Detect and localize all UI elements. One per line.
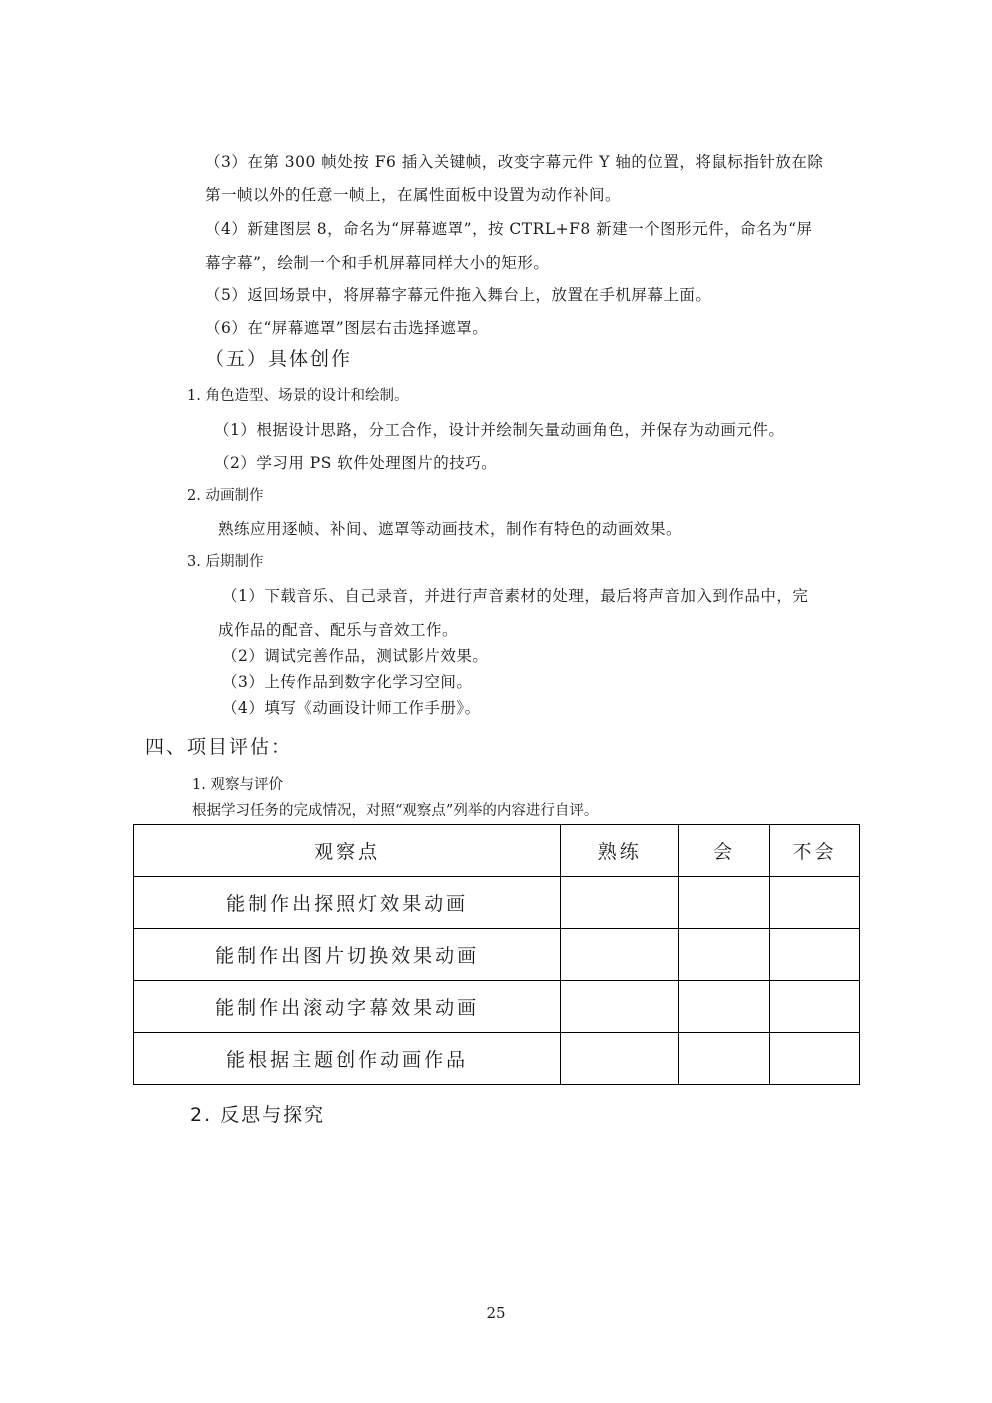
row-observation: 能制作出探照灯效果动画	[134, 877, 561, 929]
cannot-cell[interactable]	[770, 1033, 860, 1085]
eval-intro: 根据学习任务的完成情况，对照“观察点”列举的内容进行自评。	[192, 803, 599, 819]
row-observation: 能制作出图片切换效果动画	[134, 929, 561, 981]
proficient-cell[interactable]	[561, 1033, 679, 1085]
section4-title: 四、项目评估：	[145, 736, 293, 758]
eval-sub1: 1. 观察与评价	[192, 777, 283, 793]
row-observation: 能制作出滚动字幕效果动画	[134, 981, 561, 1033]
cannot-cell[interactable]	[770, 981, 860, 1033]
cannot-cell[interactable]	[770, 929, 860, 981]
proficient-cell[interactable]	[561, 929, 679, 981]
proficient-cell[interactable]	[561, 877, 679, 929]
step-3-line-2: 第一帧以外的任意一帧上，在属性面板中设置为动作补间。	[205, 186, 622, 204]
header-proficient: 熟练	[561, 825, 679, 877]
can-cell[interactable]	[679, 1033, 770, 1085]
table-row	[134, 929, 860, 981]
table-row	[134, 1033, 860, 1085]
table-row	[134, 877, 860, 929]
item3-sub1-line1: （1）下载音乐、自己录音，并进行声音素材的处理，最后将声音加入到作品中，完	[222, 587, 809, 605]
table-header-row	[134, 825, 860, 877]
cannot-cell[interactable]	[770, 877, 860, 929]
step-4-line-1: （4）新建图层 8，命名为“屏幕遮罩”，按 CTRL+F8 新建一个图形元件，命名为“屏	[205, 220, 813, 238]
evaluation-table	[133, 824, 860, 1085]
item1-sub1: （1）根据设计思路，分工合作，设计并绘制矢量动画角色，并保存为动画元件。	[214, 421, 785, 439]
page-number: 25	[486, 1304, 506, 1322]
item3-sub1-line2: 成作品的配音、配乐与音效工作。	[218, 621, 459, 639]
row-observation: 能根据主题创作动画作品	[134, 1033, 561, 1085]
item3-sub3: （3）上传作品到数字化学习空间。	[222, 673, 473, 691]
proficient-cell[interactable]	[561, 981, 679, 1033]
item3-sub4: （4）填写《动画设计师工作手册》。	[222, 699, 481, 717]
can-cell[interactable]	[679, 877, 770, 929]
can-cell[interactable]	[679, 981, 770, 1033]
table-row	[134, 981, 860, 1033]
item1-label: 1. 角色造型、场景的设计和绘制。	[187, 388, 409, 404]
step-3-line-1: （3）在第 300 帧处按 F6 插入关键帧，改变字幕元件 Y 轴的位置，将鼠标指针放在除	[205, 153, 824, 171]
header-observation: 观察点	[134, 825, 561, 877]
header-can: 会	[679, 825, 770, 877]
section5-title: （五）具体创作	[205, 348, 353, 370]
item2-label: 2. 动画制作	[187, 488, 264, 504]
reflection-title: 2. 反思与探究	[190, 1104, 326, 1126]
item3-label: 3. 后期制作	[187, 554, 264, 570]
step-5-line: （5）返回场景中，将屏幕字幕元件拖入舞台上，放置在手机屏幕上面。	[205, 286, 712, 304]
step-6-line: （6）在“屏幕遮罩”图层右击选择遮罩。	[205, 319, 489, 337]
item2-text: 熟练应用逐帧、补间、遮罩等动画技术，制作有特色的动画效果。	[218, 520, 683, 538]
header-cannot: 不会	[770, 825, 860, 877]
item1-sub2: （2）学习用 PS 软件处理图片的技巧。	[214, 454, 498, 472]
step-4-line-2: 幕字幕”，绘制一个和手机屏幕同样大小的矩形。	[205, 254, 550, 272]
can-cell[interactable]	[679, 929, 770, 981]
item3-sub2: （2）调试完善作品，测试影片效果。	[222, 647, 489, 665]
